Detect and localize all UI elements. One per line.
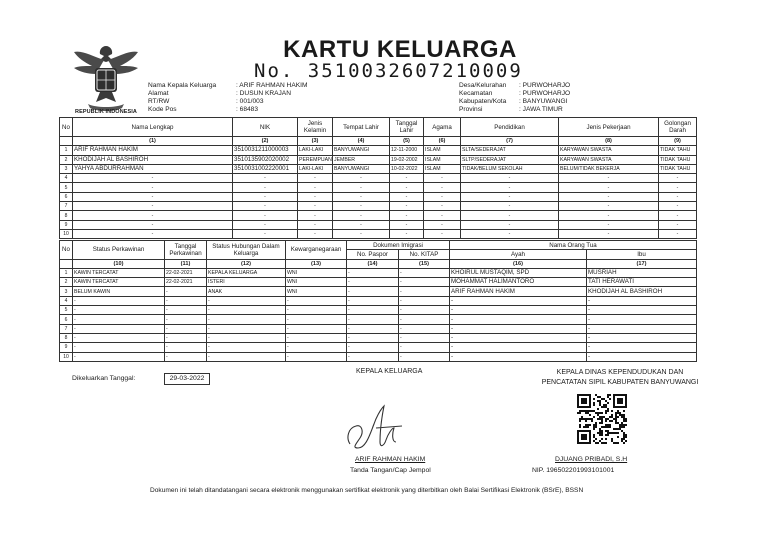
table-cell: - [333,202,390,211]
table-cell: - [165,343,207,352]
table-cell: 10 [60,229,73,238]
region-info-row: Provinsi : JAWA TIMUR [459,106,563,113]
column-number: (14) [347,259,399,268]
table-cell: - [165,296,207,305]
table-cell: ANAK [207,287,286,296]
table-cell: - [461,211,559,220]
column-number: (13) [286,259,347,268]
table-cell: - [424,202,461,211]
table-cell: 5 [60,306,73,315]
issued-date: 29-03-2022 [164,373,210,385]
table-cell: 4 [60,174,73,183]
table-cell: - [73,315,165,324]
table-cell: - [424,183,461,192]
table-cell: - [399,333,450,342]
table-cell: - [298,174,333,183]
col-header: Dokumen Imigrasi [347,241,450,250]
table-cell: - [333,192,390,201]
head-info-row: Nama Kepala Keluarga : ARIF RAHMAN HAKIM [148,82,308,89]
table-cell: BANYUWANGI [333,164,390,173]
column-number [60,137,73,146]
table-cell: SLTA/SEDERAJAT [461,146,559,155]
col-header: Tanggal Lahir [390,118,424,137]
table-cell: - [286,352,347,361]
table-cell: - [233,174,298,183]
table-cell: - [347,287,399,296]
column-number-row [60,259,697,268]
head-of-family-name: ARIF RAHMAN HAKIM [355,456,426,463]
table-cell: - [461,220,559,229]
column-number [60,259,73,268]
table-cell: 22-02-2021 [165,278,207,287]
table-cell: - [587,296,697,305]
table-cell: - [587,306,697,315]
table-cell: 7 [60,202,73,211]
table-cell: 6 [60,192,73,201]
table-cell: - [587,324,697,333]
column-number: (6) [424,137,461,146]
table-cell: - [559,220,659,229]
table-cell: - [587,333,697,342]
table-cell: 19-02-2002 [390,155,424,164]
table-cell: - [207,352,286,361]
column-number: (2) [233,137,298,146]
table-cell: - [450,343,587,352]
table-row [60,278,697,287]
table-cell: - [73,174,233,183]
qr-code-icon [577,394,627,444]
table-cell: - [390,211,424,220]
table-cell: - [73,183,233,192]
table-cell: - [73,343,165,352]
table-cell: BANYUWANGI [333,146,390,155]
table-cell: - [286,296,347,305]
table-cell: - [450,333,587,342]
table-cell: TIDAK TAHU [659,164,697,173]
table-cell: 2 [60,155,73,164]
table-cell: WNI [286,268,347,277]
table-cell: - [450,352,587,361]
table-cell: - [347,352,399,361]
table-row [60,229,697,238]
table-cell: 8 [60,333,73,342]
table-cell: 3 [60,164,73,173]
table-cell: - [399,343,450,352]
table-cell: PEREMPUAN [299,156,332,163]
garuda-emblem-icon [70,42,142,118]
table-row [60,146,697,155]
table-cell: - [286,324,347,333]
official-name: DJUANG PRIBADI, S.H [555,456,628,463]
table-row [60,343,697,352]
table-cell: 1 [60,146,73,155]
column-number: (3) [298,137,333,146]
table-cell: - [233,211,298,220]
table-cell: - [233,192,298,201]
civil-status-table [59,240,697,362]
column-number: (15) [399,259,450,268]
head-info-block [148,82,307,114]
card-number-row [254,60,544,82]
table-cell: - [461,202,559,211]
table-cell: - [286,306,347,315]
column-number: (7) [461,137,559,146]
table-cell: - [233,202,298,211]
table-cell: - [399,352,450,361]
col-header: NIK [233,118,298,137]
column-number: (1) [73,137,233,146]
table-cell: - [390,174,424,183]
table-cell: - [165,324,207,333]
table-cell: - [298,202,333,211]
table-cell: - [399,278,450,287]
region-info-block [459,82,570,114]
dukcapil-title-line: PENCATATAN SIPIL KABUPATEN BANYUWANGI [541,379,699,386]
table-cell: - [424,220,461,229]
col-header: Jenis Kelamin [298,118,333,137]
head-info-row: Alamat : DUSUN KRAJAN [148,90,291,97]
column-number: (10) [73,259,165,268]
table-row [60,202,697,211]
table-cell: TIDAK TAHU [659,155,697,164]
table-cell: - [333,229,390,238]
table-cell: - [450,315,587,324]
table-cell: 5 [60,183,73,192]
column-number-row [60,137,697,146]
table-cell: BELUM/TIDAK BEKERJA [559,164,659,173]
table-cell: - [73,333,165,342]
table-cell: 8 [60,211,73,220]
table-cell: MOHAMMAT HALIMANTORO [450,278,587,287]
table-cell: - [461,192,559,201]
table-cell: KHODIJAH AL BASHIROH [587,287,697,296]
table-cell: - [207,324,286,333]
table-cell: - [165,306,207,315]
table-cell: - [399,296,450,305]
table-cell: 6 [60,315,73,324]
table-cell: TATI HERAWATI [587,278,697,287]
table-cell: - [659,202,697,211]
table-cell: - [347,315,399,324]
table-cell: - [390,220,424,229]
col-header: No [60,118,73,137]
table-cell: - [461,229,559,238]
table-cell: - [73,192,233,201]
table-cell: KHOIRUL MUSTAQIM, SPD [450,268,587,277]
dukcapil-title [520,368,720,388]
table-cell: BELUM KAWIN [73,287,165,296]
table-cell: - [165,315,207,324]
table-row [60,164,697,173]
table-cell: - [207,315,286,324]
table-cell: 22-02-2021 [165,268,207,277]
table-cell: 9 [60,220,73,229]
dukcapil-title-line: KEPALA DINAS KEPENDUDUKAN DAN [556,369,684,376]
table-cell: 3510135902020002 [233,155,298,164]
table-cell: - [298,192,333,201]
table-cell: ISLAM [424,155,461,164]
col-header: Jenis Pekerjaan [559,118,659,137]
table-cell: MUSRIAH [587,268,697,277]
e-signature-note: Dokumen ini telah ditandatangani secara elektronik menggunakan sertifikat elektronik yang diterbitkan oleh Balai Sertifikasi Elektronik (BSrE), BSSN [150,487,584,494]
col-header: Pendidikan [461,118,559,137]
table-cell: - [450,306,587,315]
table-cell: - [424,211,461,220]
table-cell: - [298,220,333,229]
col-header: Status Hubungan Dalam Keluarga [207,241,286,260]
table-cell: - [559,174,659,183]
table-cell: - [659,192,697,201]
table-cell: SLTP/SEDERAJAT [461,155,559,164]
col-header: Golongan Darah [659,118,697,137]
table-cell: - [587,315,697,324]
table-cell: 3510031211000003 [233,146,298,155]
table-row [60,315,697,324]
col-header: Ibu [587,250,697,259]
column-number: (8) [559,137,659,146]
table-cell: - [233,229,298,238]
table-cell: - [347,324,399,333]
document-title: KARTU KELUARGA [283,36,517,63]
table-cell: - [165,287,207,296]
table-cell: - [347,278,399,287]
table-cell: - [73,211,233,220]
table-cell: KARYAWAN SWASTA [559,155,659,164]
table-cell: - [559,202,659,211]
table-row [60,268,697,277]
table-cell: KEPALA KELUARGA [207,268,286,277]
table-cell: - [390,192,424,201]
column-number: (17) [587,259,697,268]
table-cell: - [461,183,559,192]
card-number: 3510032607210009 [307,60,523,82]
table-cell: KHODIJAH AL BASHIROH [73,155,233,164]
table-cell: - [450,296,587,305]
table-cell: - [424,174,461,183]
column-number: (11) [165,259,207,268]
table-cell: - [286,343,347,352]
table-cell: 10 [60,352,73,361]
signature-icon [340,398,416,456]
table-cell: - [559,229,659,238]
table-cell: - [73,220,233,229]
table-cell: - [73,229,233,238]
table-cell: KARYAWAN SWASTA [559,146,659,155]
table-cell: - [207,306,286,315]
table-cell: - [659,183,697,192]
table-cell: - [461,174,559,183]
emblem-caption: REPUBLIK INDONESIA [75,109,137,115]
table-cell: - [298,229,333,238]
col-header: Status Perkawinan [73,241,165,260]
col-header: Agama [424,118,461,137]
table-cell: - [298,183,333,192]
col-header: Nama Lengkap [73,118,233,137]
col-header: Ayah [450,250,587,259]
table-cell: - [286,333,347,342]
table-cell: - [333,211,390,220]
table-cell: - [390,183,424,192]
table-cell: KAWIN TERCATAT [73,278,165,287]
column-number: (16) [450,259,587,268]
table-row [60,192,697,201]
table-cell: - [587,343,697,352]
table-cell: TIDAK TAHU [659,146,697,155]
table-cell: ISTERI [207,278,286,287]
table-cell: - [207,333,286,342]
column-number: (5) [390,137,424,146]
table-cell: TIDAK/BELUM SEKOLAH [461,164,559,173]
table-cell: - [333,220,390,229]
table-cell: - [399,287,450,296]
table-cell: - [233,183,298,192]
table-cell: 2 [60,278,73,287]
table-cell: - [165,352,207,361]
table-cell: - [659,220,697,229]
table-cell: 10-02-2022 [390,164,424,173]
table-cell: KAWIN TERCATAT [73,268,165,277]
table-cell: - [347,333,399,342]
table-cell: 12-11-2000 [390,146,424,155]
table-row [60,211,697,220]
family-members-table [59,117,697,239]
table-cell: - [207,296,286,305]
table-cell: - [399,315,450,324]
table-cell: - [390,202,424,211]
table-cell: WNI [286,278,347,287]
table-cell: - [659,229,697,238]
table-cell: 3510031002220001 [233,164,298,173]
table-cell: - [333,183,390,192]
col-header: Nama Orang Tua [450,241,697,250]
table-cell: - [559,192,659,201]
official-nip: NIP. 196502201993101001 [532,467,615,474]
table-cell: YAHYA ABDURRAHMAN [73,164,233,173]
table-cell: 1 [60,268,73,277]
col-header: No. KITAP [399,250,450,259]
issued-label: Dikeluarkan Tanggal: [72,375,136,382]
column-number: (12) [207,259,286,268]
column-number: (4) [333,137,390,146]
table-cell: JEMBER [333,155,390,164]
table-cell: - [347,268,399,277]
table-cell: 7 [60,324,73,333]
head-of-family-title: KEPALA KELUARGA [356,368,423,375]
region-info-row: Desa/Kelurahan : PURWOHARJO [459,82,571,89]
head-info-row: Kode Pos : 68483 [148,106,258,113]
table-cell: LAKI-LAKI [298,146,333,155]
table-row [60,155,697,164]
table-cell: - [73,202,233,211]
table-row [60,183,697,192]
table-cell: - [73,324,165,333]
table-cell: - [399,306,450,315]
table-row [60,220,697,229]
table-cell: - [286,315,347,324]
col-header: Kewarganegaraan [286,241,347,260]
table-cell: - [424,229,461,238]
table-row [60,174,697,183]
table-row [60,324,697,333]
table-cell: - [659,211,697,220]
col-header: No. Paspor [347,250,399,259]
table-cell: - [399,268,450,277]
table-cell: - [450,324,587,333]
table-cell: ISLAM [424,146,461,155]
table-cell: - [399,324,450,333]
table-row [60,296,697,305]
table-cell: - [298,211,333,220]
table-cell: - [659,174,697,183]
card-number-prefix: No. [254,60,295,82]
table-cell: 3 [60,287,73,296]
table-cell: - [390,229,424,238]
region-info-row: Kabupaten/Kota : BANYUWANGI [459,98,568,105]
table-cell: - [207,343,286,352]
table-cell: - [73,296,165,305]
table-cell: - [587,352,697,361]
table-cell: WNI [286,287,347,296]
table-row [60,352,697,361]
table-cell: ARIF RAHMAN HAKIM [73,146,233,155]
region-info-row: Kecamatan : PURWOHARJO [459,90,571,97]
table-cell: - [347,343,399,352]
table-row [60,333,697,342]
table-cell: - [559,211,659,220]
table-cell: 9 [60,343,73,352]
table-cell: - [333,174,390,183]
col-header: Tempat Lahir [333,118,390,137]
table-cell: - [165,333,207,342]
table-cell: 4 [60,296,73,305]
table-cell: - [424,192,461,201]
column-number: (9) [659,137,697,146]
table-cell: ISLAM [424,164,461,173]
col-header: No [60,241,73,260]
table-row [60,287,697,296]
head-of-family-sub: Tanda Tangan/Cap Jempol [350,467,431,474]
table-cell: - [73,352,165,361]
table-cell: - [73,306,165,315]
table-cell: - [559,183,659,192]
table-cell: ARIF RAHMAN HAKIM [450,287,587,296]
col-header: Tanggal Perkawinan [165,241,207,260]
table-cell: - [347,306,399,315]
table-cell: LAKI-LAKI [298,164,333,173]
head-info-row: RT/RW : 001/003 [148,98,264,105]
table-cell: - [233,220,298,229]
table-cell: - [347,296,399,305]
table-row [60,306,697,315]
